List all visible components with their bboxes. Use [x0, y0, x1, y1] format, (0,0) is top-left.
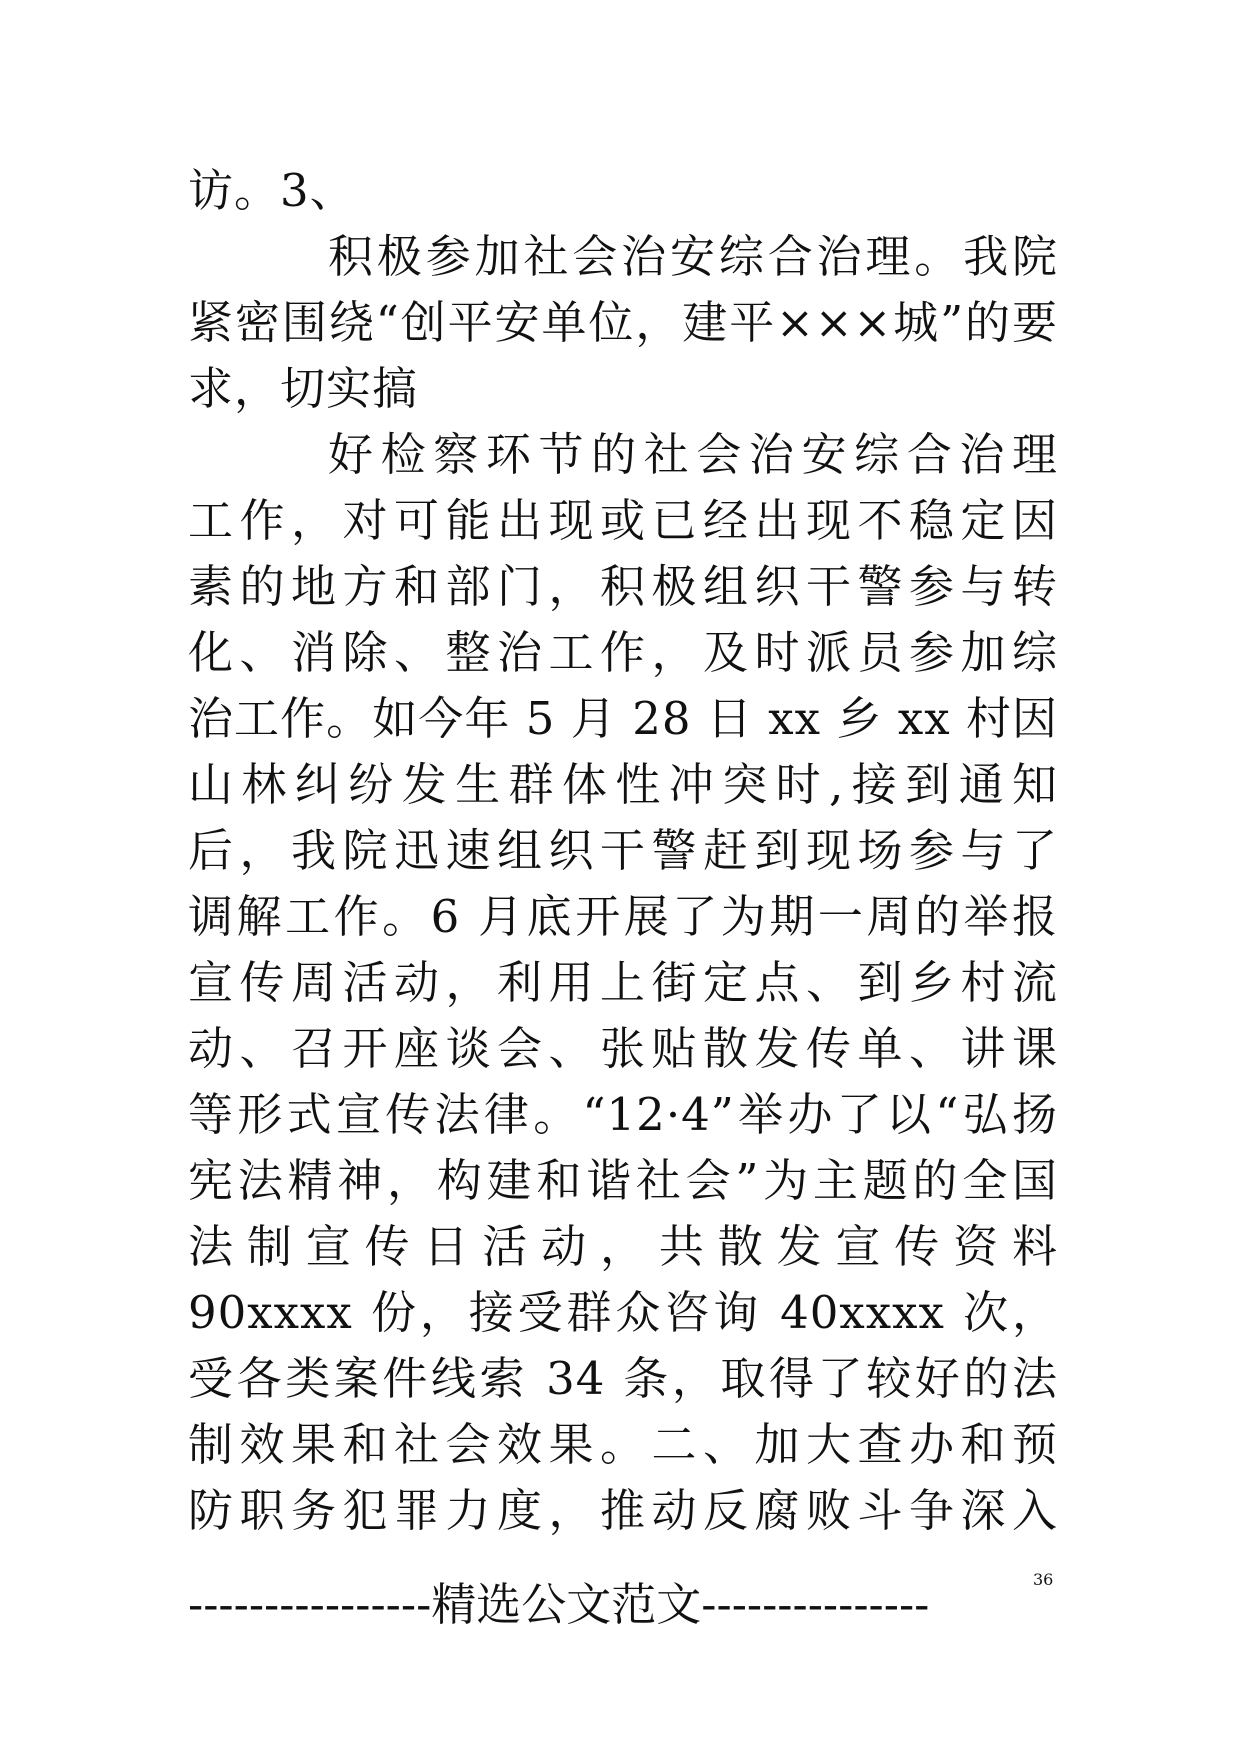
text-line: 调解工作。6 月底开展了为期一周的举报	[188, 890, 1058, 943]
text-line: 紧密围绕“创平安单位，建平×××城”的要	[188, 296, 1058, 349]
text-line: 工作，对可能出现或已经出现不稳定因	[188, 494, 1058, 547]
text-line: 90xxxx 份，接受群众咨询 40xxxx 次，	[188, 1286, 1058, 1339]
text-line: 访。3、	[188, 164, 356, 217]
text-line: 化、消除、整治工作，及时派员参加综	[188, 626, 1058, 679]
text-line: 等形式宣传法律。“12·4”举办了以“弘扬	[188, 1088, 1058, 1141]
text-line: 治工作。如今年 5 月 28 日 xx 乡 xx 村因	[188, 692, 1058, 745]
text-line: 后，我院迅速组织干警赶到现场参与了	[188, 824, 1058, 877]
text-line: 素的地方和部门，积极组织干警参与转	[188, 560, 1058, 613]
text-line: 求，切实搞	[188, 362, 419, 415]
text-line: 动、召开座谈会、张贴散发传单、讲课	[188, 1022, 1058, 1075]
text-line: 防职务犯罪力度，推动反腐败斗争深入	[188, 1484, 1058, 1537]
text-line: 法制宣传日活动，共散发宣传资料	[188, 1220, 1058, 1273]
document-body	[188, 158, 1058, 1544]
text-line: 积极参加社会治安综合治理。我院	[328, 230, 1058, 283]
text-line: 山林纠纷发生群体性冲突时,接到通知	[188, 758, 1058, 811]
text-line: 制效果和社会效果。二、加大查办和预	[188, 1418, 1058, 1471]
page-footer: ----------------精选公文范文---------------	[188, 1578, 930, 1631]
text-line: 宣传周活动，利用上街定点、到乡村流	[188, 956, 1058, 1009]
text-line: 宪法精神，构建和谐社会”为主题的全国	[188, 1154, 1058, 1207]
text-line: 受各类案件线索 34 条，取得了较好的法	[188, 1352, 1058, 1405]
text-line: 好检察环节的社会治安综合治理	[328, 428, 1058, 481]
page-number: 36	[1033, 1570, 1054, 1589]
